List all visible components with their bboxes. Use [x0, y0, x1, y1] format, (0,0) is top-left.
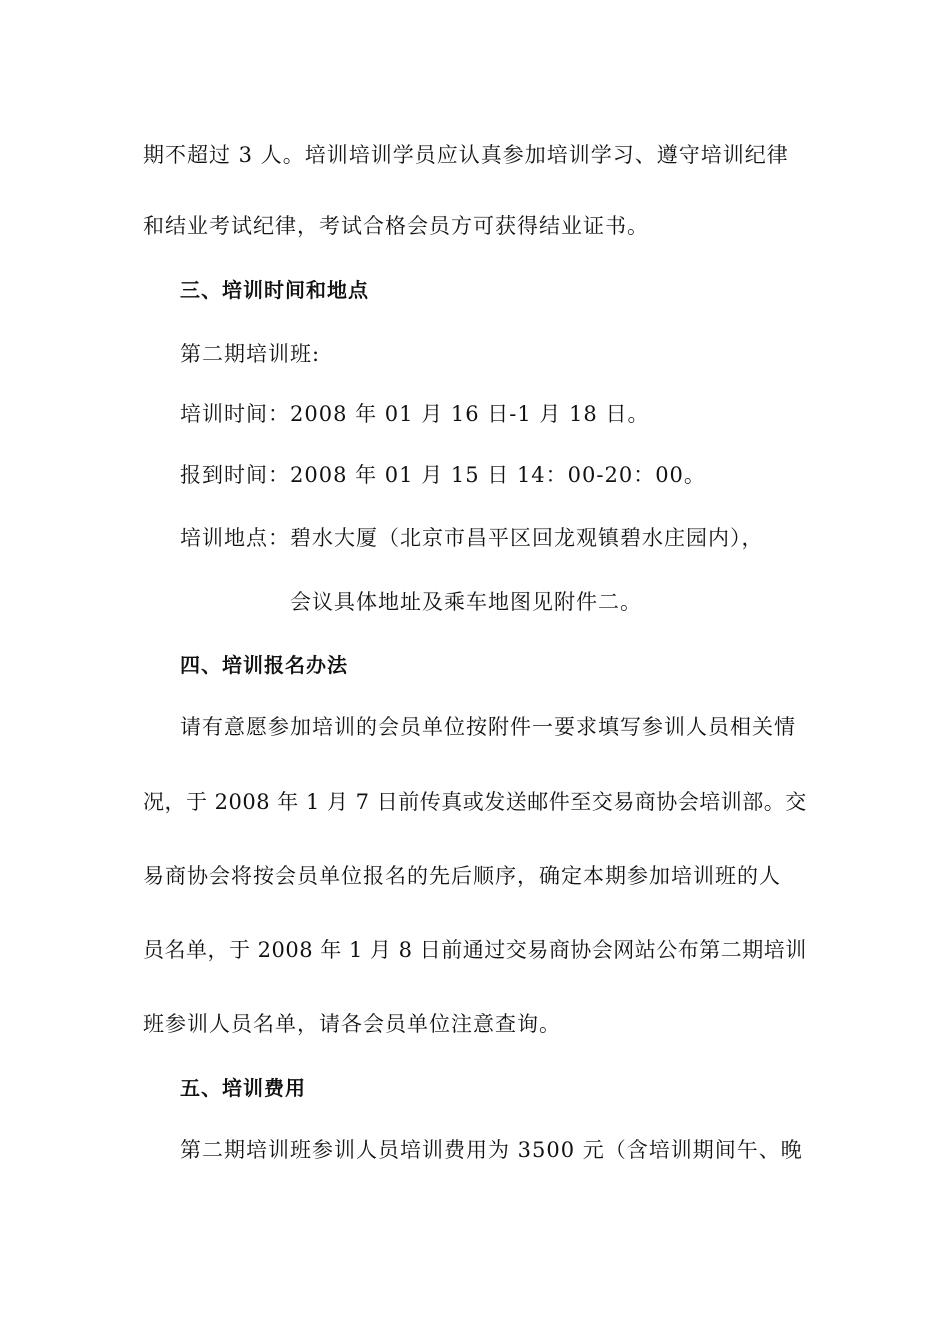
paragraph-line: 况，于 2008 年 1 月 7 日前传真或发送邮件至交易商协会培训部。交 [143, 790, 807, 814]
paragraph-line: 班参训人员名单，请各会员单位注意查询。 [143, 1012, 561, 1036]
section-heading-5: 五、培训费用 [180, 1076, 306, 1100]
check-in-time-line: 报到时间：2008 年 01 月 15 日 14：00-20：00。 [180, 463, 706, 487]
training-time-line: 培训时间：2008 年 01 月 16 日-1 月 18 日。 [180, 402, 650, 426]
paragraph-line: 和结业考试纪律，考试合格会员方可获得结业证书。 [143, 214, 649, 238]
paragraph-line: 第二期培训班: [180, 342, 321, 366]
training-location-line: 培训地点：碧水大厦（北京市昌平区回龙观镇碧水庄园内）， [180, 526, 764, 550]
paragraph-line: 期不超过 3 人。培训培训学员应认真参加培训学习、遵守培训纪律 [143, 143, 789, 167]
paragraph-line: 第二期培训班参训人员培训费用为 3500 元（含培训期间午、晚 [180, 1138, 803, 1162]
section-heading-4: 四、培训报名办法 [180, 653, 348, 677]
paragraph-line: 请有意愿参加培训的会员单位按附件一要求填写参训人员相关情 [180, 715, 796, 739]
location-note-line: 会议具体地址及乘车地图见附件二。 [290, 590, 642, 614]
paragraph-line: 易商协会将按会员单位报名的先后顺序，确定本期参加培训班的人 [143, 864, 781, 888]
paragraph-line: 员名单，于 2008 年 1 月 8 日前通过交易商协会网站公布第二期培训 [143, 938, 807, 962]
section-heading-3: 三、培训时间和地点 [180, 278, 369, 302]
